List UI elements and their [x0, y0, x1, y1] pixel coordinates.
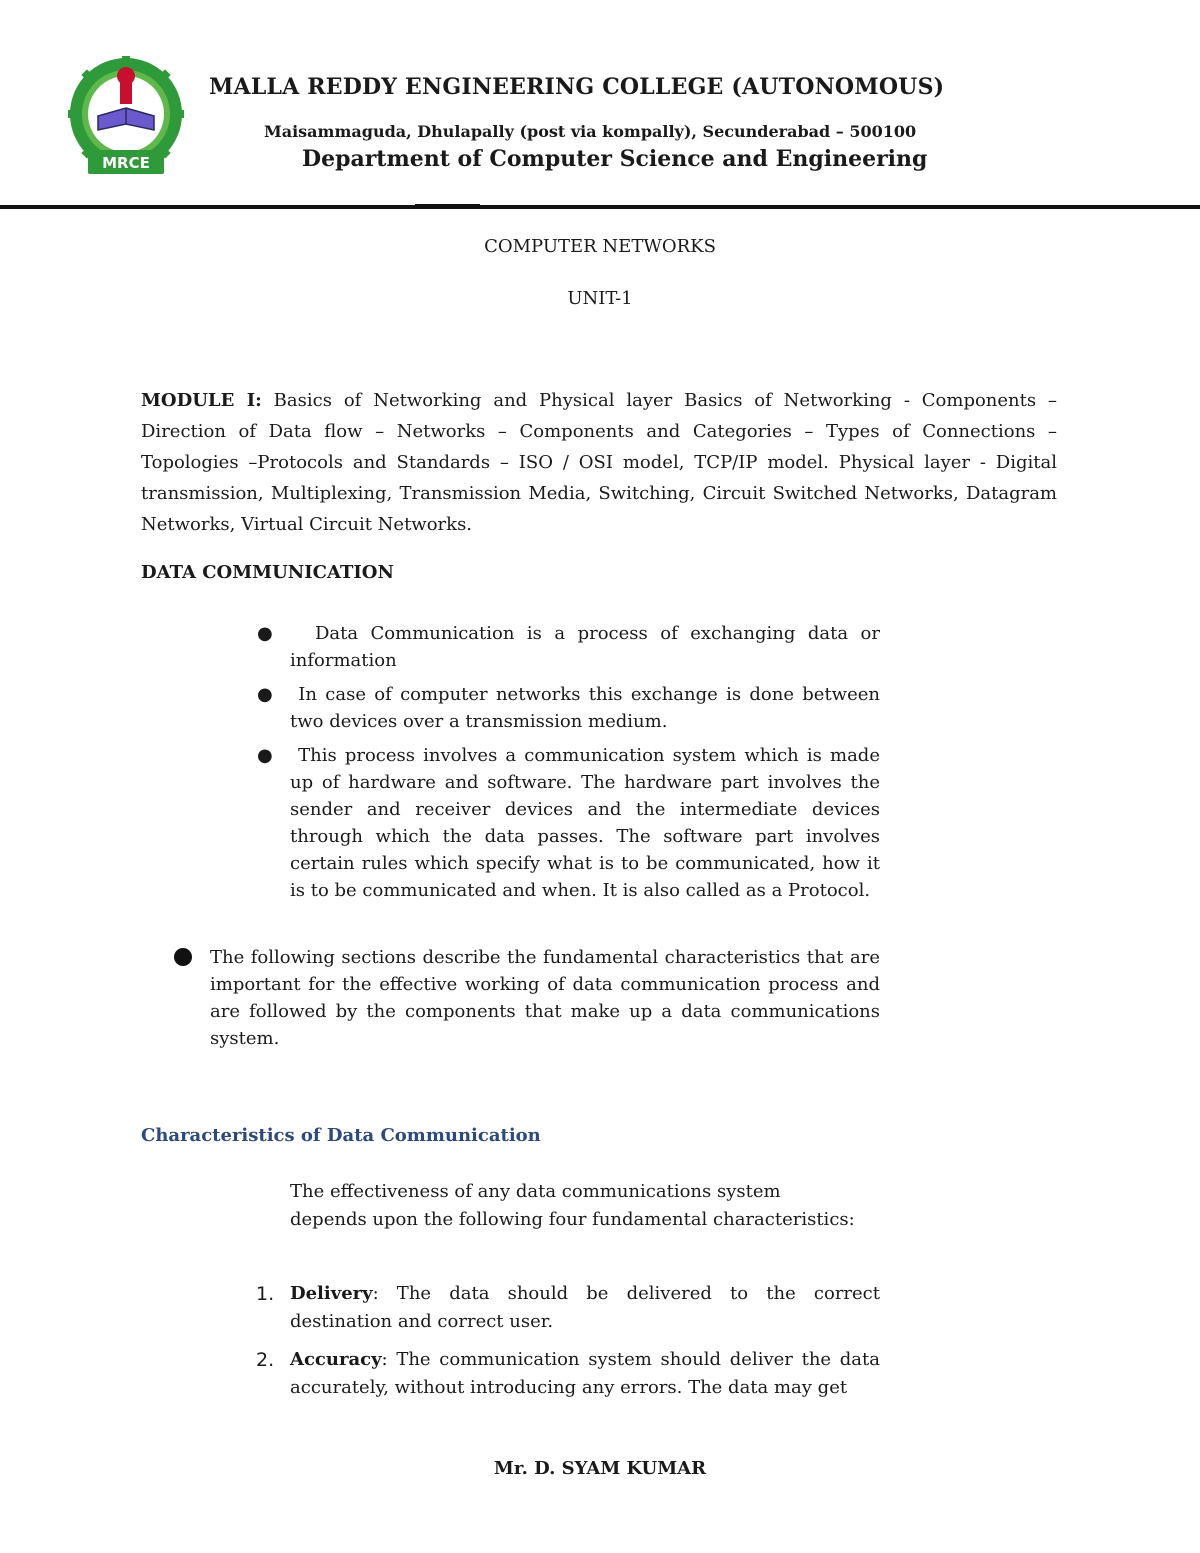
section-heading-characteristics: Characteristics of Data Communication [141, 1125, 541, 1146]
bullet-icon [174, 948, 192, 966]
list-item: ● In case of computer networks this exchange is done between two devices over a transmission medium. [290, 681, 880, 735]
characteristic-term: Delivery [290, 1283, 373, 1304]
characteristics-intro: The effectiveness of any data communications system depends upon the following four fundamental characteristics: [290, 1181, 855, 1230]
college-address: Maisammaguda, Dhulapally (post via kompally), Secunderabad – 500100 [264, 122, 917, 141]
header-divider-accent [415, 204, 480, 209]
list-item: ● Data Communication is a process of exchanging data or information [290, 620, 880, 674]
module-label: MODULE I: [141, 390, 262, 411]
logo-text: MRCE [102, 154, 150, 172]
subject-title: COMPUTER NETWORKS [484, 236, 716, 257]
list-item [210, 944, 880, 1052]
college-logo [68, 56, 184, 178]
characteristics-list [256, 1280, 880, 1412]
college-name: MALLA REDDY ENGINEERING COLLEGE (AUTONOMOUS) [209, 74, 945, 100]
logo-banner [88, 150, 164, 174]
list-item: ● This process involves a communication system which is made up of hardware and software. The hardware part involves the sender and receiver devices and the intermediate devices through which the data passes. The software part involves certain rules which specify what is to be communicated, how it is to be communicated and when. It is also called as a Protocol. [290, 742, 880, 904]
author-footer: Mr. D. SYAM KUMAR [493, 1458, 707, 1479]
list-number: 1. [256, 1283, 275, 1305]
header-divider [0, 205, 1200, 209]
characteristic-desc: : The data should be delivered to the correct destination and correct user. [290, 1283, 880, 1332]
list-number: 2. [256, 1349, 275, 1371]
unit-title: UNIT-1 [567, 288, 633, 309]
data-communication-bullets [257, 620, 880, 911]
section-heading-data-communication: DATA COMMUNICATION [141, 562, 394, 583]
list-item [256, 1280, 880, 1336]
bullet-icon: ● [257, 684, 273, 705]
module-summary [141, 385, 1057, 540]
bullet-icon: ● [257, 745, 273, 766]
characteristic-term: Accuracy [290, 1349, 382, 1370]
module-text: Basics of Networking and Physical layer Basics of Networking - Components – Direction of Data flow – Networks – Components and Categories – Types of Connections – Topologies –Protocols and Standards – ISO / OSI model, TCP/IP model. Physical layer - Digital transmission, Multiplexing, Transmission Media, Switching, Circuit Switched Networks, Datagram Networks, Virtual Circuit Networks. [141, 390, 1057, 535]
characteristic-desc: : The communication system should deliver the data accurately, without introducing any errors. The data may get [290, 1349, 880, 1398]
list-item [256, 1346, 880, 1402]
bullet-icon: ● [257, 623, 273, 644]
big-bullet-text: The following sections describe the fundamental characteristics that are important for the effective working of data communication process and are followed by the components that make up a data communications system. [210, 947, 880, 1049]
department-name: Department of Computer Science and Engineering [302, 146, 928, 172]
